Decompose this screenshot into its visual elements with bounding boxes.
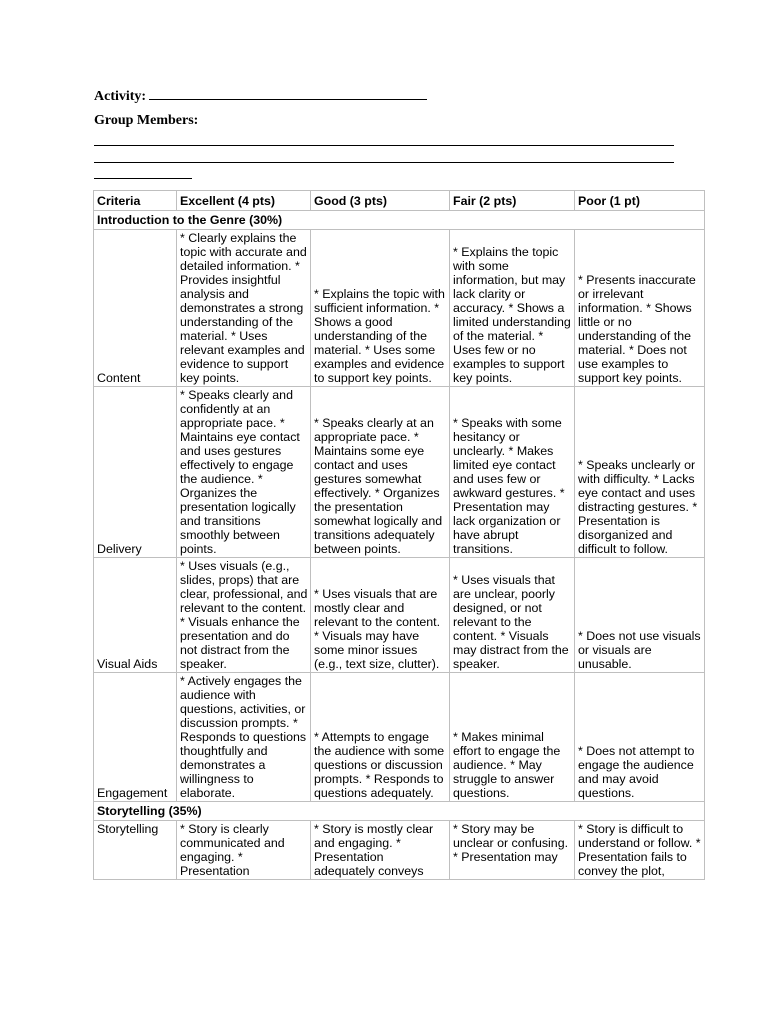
header-good: Good (3 pts) xyxy=(311,191,450,211)
criteria-cell: Content xyxy=(94,230,177,387)
fair-cell: * Makes minimal effort to engage the audience. * May struggle to answer questions. xyxy=(450,673,575,802)
good-cell xyxy=(311,821,450,880)
good-cell: * Attempts to engage the audience with some questions or discussion prompts. * Responds to questions adequately. xyxy=(311,673,450,802)
table-row xyxy=(94,558,705,673)
table-header-row xyxy=(94,191,705,211)
section-title-introduction: Introduction to the Genre (30%) xyxy=(94,211,705,230)
table-row xyxy=(94,230,705,387)
criteria-cell: Engagement xyxy=(94,673,177,802)
criteria-text: Storytelling xyxy=(97,822,159,836)
table-row xyxy=(94,387,705,558)
table-row xyxy=(94,673,705,802)
criteria-cell: Visual Aids xyxy=(94,558,177,673)
rubric-table xyxy=(93,190,705,880)
excellent-cell: * Actively engages the audience with questions, activities, or discussion prompts. * Responds to questions thoughtfully and demonstrates a willingness to elaborate. xyxy=(177,673,311,802)
poor-text: * Story is difficult to understand or follow. * Presentation fails to convey the plot, xyxy=(578,822,701,878)
activity-label: Activity: xyxy=(94,89,147,104)
good-cell: * Speaks clearly at an appropriate pace. * Maintains some eye contact and uses gestures somewhat effectively. * Organizes the presentation somewhat logically and transitions adequately between points. xyxy=(311,387,450,558)
section-row xyxy=(94,802,705,821)
excellent-cell: * Uses visuals (e.g., slides, props) that are clear, professional, and relevant to the content. * Visuals enhance the presentation and do not distract from the speaker. xyxy=(177,558,311,673)
excellent-text: * Story is clearly communicated and engaging. * Presentation xyxy=(180,822,285,878)
group-members-label: Group Members: xyxy=(94,113,199,128)
fair-cell xyxy=(450,821,575,880)
good-text: * Story is mostly clear and engaging. * Presentation adequately conveys xyxy=(314,822,434,878)
criteria-cell: Delivery xyxy=(94,387,177,558)
fair-text: * Story may be unclear or confusing. * Presentation may xyxy=(453,822,569,864)
section-row xyxy=(94,211,705,230)
activity-blank-line[interactable] xyxy=(149,87,427,100)
good-cell: * Uses visuals that are mostly clear and relevant to the content. * Visuals may have some minor issues (e.g., text size, clutter). xyxy=(311,558,450,673)
excellent-cell: * Clearly explains the topic with accurate and detailed information. * Provides insightful analysis and demonstrates a strong understanding of the material. * Uses relevant examples and evidence to support key points. xyxy=(177,230,311,387)
fair-cell: * Explains the topic with some information, but may lack clarity or accuracy. * Shows a limited understanding of the material. * Uses few or no examples to support key points. xyxy=(450,230,575,387)
header-criteria: Criteria xyxy=(94,191,177,211)
poor-cell: * Does not use visuals or visuals are unusable. xyxy=(575,558,705,673)
excellent-cell xyxy=(177,821,311,880)
excellent-cell: * Speaks clearly and confidently at an appropriate pace. * Maintains eye contact and uses gestures effectively to engage the audience. * Organizes the presentation logically and transitions smoothly between points. xyxy=(177,387,311,558)
table-row xyxy=(94,821,705,880)
section-title-storytelling: Storytelling (35%) xyxy=(94,802,705,821)
activity-field xyxy=(94,87,427,105)
fair-cell: * Speaks with some hesitancy or unclearly. * Makes limited eye contact and uses few or awkward gestures. * Presentation may lack organization or have abrupt transitions. xyxy=(450,387,575,558)
poor-cell: * Presents inaccurate or irrelevant information. * Shows little or no understanding of the material. * Does not use examples to support key points. xyxy=(575,230,705,387)
good-cell: * Explains the topic with sufficient information. * Shows a good understanding of the material. * Uses some examples and evidence to support key points. xyxy=(311,230,450,387)
header-poor: Poor (1 pt) xyxy=(575,191,705,211)
poor-cell: * Does not attempt to engage the audience and may avoid questions. xyxy=(575,673,705,802)
poor-cell xyxy=(575,821,705,880)
header-fair: Fair (2 pts) xyxy=(450,191,575,211)
criteria-cell xyxy=(94,821,177,880)
group-members-line-1[interactable] xyxy=(94,145,674,146)
group-members-line-2[interactable] xyxy=(94,162,674,163)
fair-cell: * Uses visuals that are unclear, poorly designed, or not relevant to the content. * Visuals may distract from the speaker. xyxy=(450,558,575,673)
group-members-line-3[interactable] xyxy=(94,178,192,179)
poor-cell: * Speaks unclearly or with difficulty. * Lacks eye contact and uses distracting gestures. * Presentation is disorganized and difficult to follow. xyxy=(575,387,705,558)
header-excellent: Excellent (4 pts) xyxy=(177,191,311,211)
